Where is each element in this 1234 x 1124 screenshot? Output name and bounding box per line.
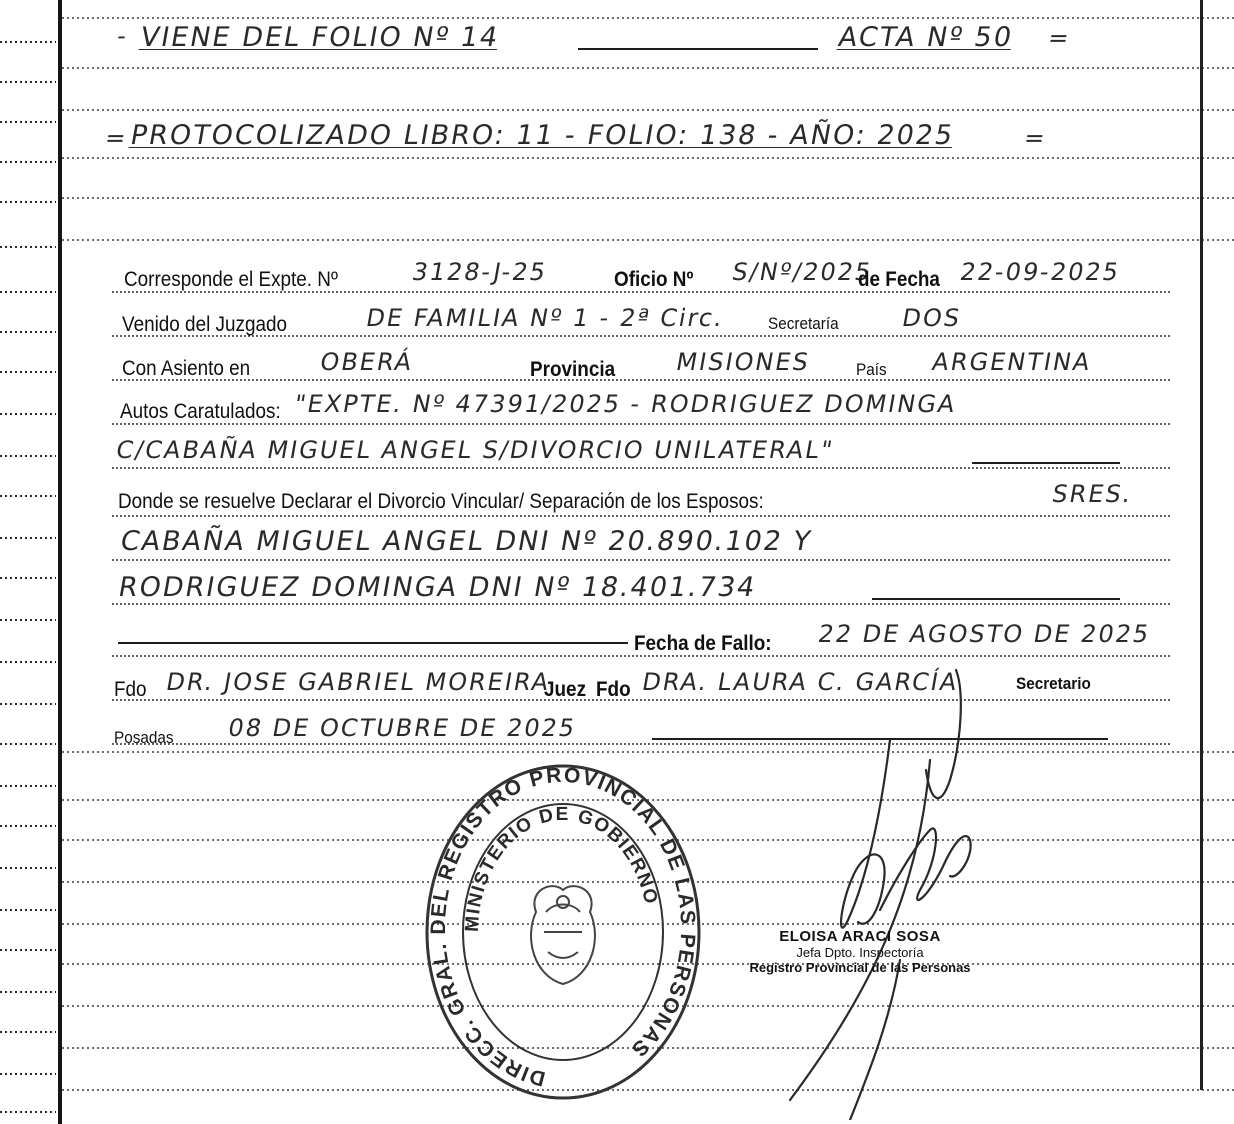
- esposo-2: RODRIGUEZ DOMINGA DNI Nº 18.401.734: [116, 572, 759, 603]
- autos-line-2: C/CABAÑA MIGUEL ANGEL S/DIVORCIO UNILATERAL": [114, 436, 837, 464]
- corresponde-label: Corresponde el Expte. Nº: [124, 268, 338, 291]
- fallo-fill-line: [118, 642, 628, 644]
- viene-del-folio: VIENE DEL FOLIO Nº 14: [138, 22, 502, 53]
- asiento-value: OBERÁ: [318, 348, 416, 376]
- fecha-label: de Fecha: [858, 268, 940, 291]
- asiento-label: Con Asiento en: [122, 357, 251, 380]
- lugar-label: Posadas: [114, 728, 174, 747]
- seal-organization: Registro Provincial de las Personas: [749, 960, 971, 975]
- venido-label: Venido del Juzgado: [122, 313, 287, 336]
- provincia-label: Provincia: [530, 358, 616, 381]
- dash-mark: =: [103, 124, 131, 152]
- header-fill-line: [578, 48, 818, 50]
- esposo-fill-line: [872, 598, 1120, 600]
- official-stamp: [424, 762, 702, 1102]
- provincia-value: MISIONES: [674, 348, 813, 376]
- juzgado-value: DE FAMILIA Nº 1 - 2ª Circ.: [364, 304, 727, 332]
- fallo-label: Fecha de Fallo:: [634, 632, 772, 655]
- seal-role: Jefa Dpto. Inspectoría: [796, 945, 924, 960]
- esposos-prefix: SRES.: [1050, 480, 1135, 508]
- autos-label: Autos Caratulados:: [120, 400, 281, 423]
- seal-name: ELOISA ARACI SOSA: [779, 928, 941, 945]
- fecha-value: 22-09-2025: [958, 258, 1123, 286]
- secretaria-value: DOS: [900, 304, 964, 332]
- right-margin-line: [1200, 0, 1203, 1090]
- stamp-inner-text: MINISTERIO DE GOBIERNO: [461, 803, 662, 933]
- pais-label: País: [856, 360, 887, 379]
- fdo-label: Fdo: [114, 678, 147, 701]
- left-margin-dotted-rules: [0, 0, 58, 1124]
- oficio-number: S/Nº/2025: [730, 258, 875, 286]
- svg-text:MINISTERIO DE GOBIERNO: [462, 804, 662, 932]
- protocolizado-line: PROTOCOLIZADO LIBRO: 11 - FOLIO: 138 - AÑO: 2025: [128, 120, 957, 151]
- secretario-name: DRA. LAURA C. GARCÍA: [640, 668, 961, 696]
- stamp-outer-text: DIRECC. GRAL. DEL REGISTRO PROVINCIAL DE LAS PERSONAS: [426, 763, 700, 1091]
- fdo2-label: Fdo: [596, 678, 631, 701]
- oficio-label: Oficio Nº: [614, 268, 694, 291]
- esposo-1: CABAÑA MIGUEL ANGEL DNI Nº 20.890.102 Y: [118, 526, 815, 557]
- expediente-number: 3128-J-25: [410, 258, 550, 286]
- juez-name: DR. JOSE GABRIEL MOREIRA: [164, 668, 553, 696]
- donde-label: Donde se resuelve Declarar el Divorcio Vincular/ Separación de los Esposos:: [118, 490, 764, 513]
- acta-number: ACTA Nº 50: [836, 22, 1016, 53]
- dash-mark: =: [1022, 124, 1050, 152]
- pais-value: ARGENTINA: [930, 348, 1094, 376]
- autos-line-1: "EXPTE. Nº 47391/2025 - RODRIGUEZ DOMINGA: [292, 390, 959, 418]
- dash-mark: -: [115, 22, 131, 50]
- official-seal-block: [700, 928, 1020, 975]
- handwritten-signature: [770, 660, 1010, 1120]
- coat-of-arms-emblem: [531, 886, 595, 984]
- fallo-value: 22 DE AGOSTO DE 2025: [816, 620, 1153, 648]
- autos-fill-line: [972, 462, 1120, 464]
- secretario-label: Secretario: [1016, 674, 1091, 693]
- juez-label: Juez: [544, 678, 587, 701]
- dash-mark: =: [1046, 24, 1074, 52]
- lugar-fecha: 08 DE OCTUBRE DE 2025: [226, 714, 579, 742]
- secretaria-label: Secretaría: [768, 314, 839, 333]
